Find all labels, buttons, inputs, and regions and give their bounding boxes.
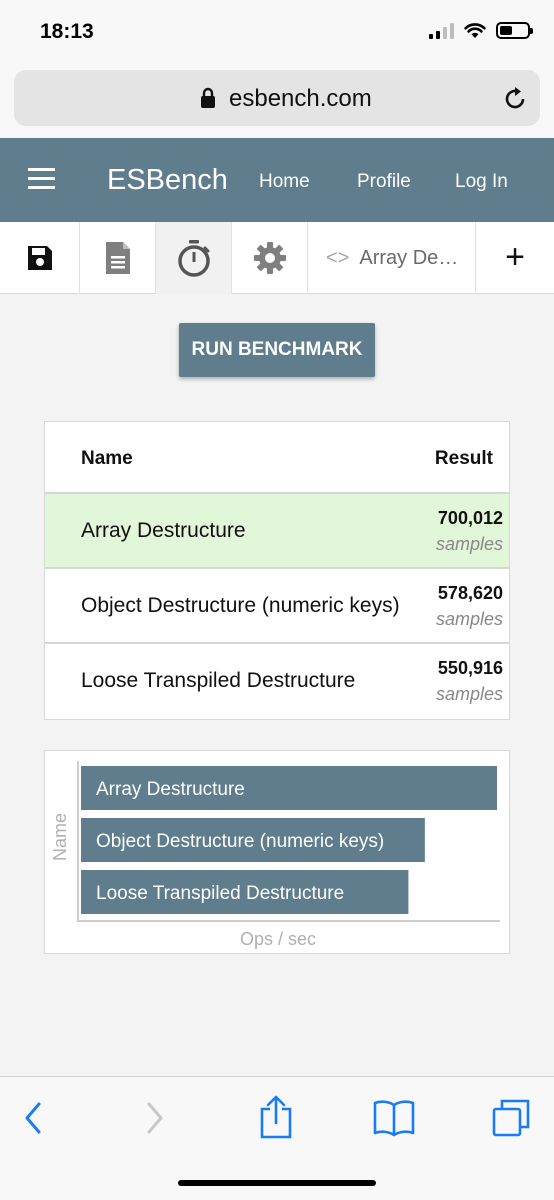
table-row (45, 644, 509, 719)
chart-svg (45, 751, 511, 955)
row-name: Array Destructure (81, 519, 246, 542)
reload-icon[interactable] (502, 84, 528, 112)
chart-bar-label: Array Destructure (96, 779, 245, 800)
document-button[interactable] (80, 222, 156, 294)
chart-bar-label: Object Destructure (numeric keys) (96, 831, 385, 852)
add-tab-button[interactable]: + (505, 238, 525, 276)
home-indicator (178, 1180, 376, 1186)
browser-chrome (0, 66, 554, 138)
lock-icon (200, 87, 216, 109)
table-row (45, 494, 509, 569)
settings-button[interactable] (232, 222, 308, 294)
forward-icon[interactable] (144, 1101, 166, 1135)
table-row (45, 569, 509, 644)
tab-code-label: Array De… (359, 246, 459, 269)
bookmarks-icon[interactable] (372, 1099, 416, 1137)
save-button[interactable] (0, 222, 80, 294)
status-time: 18:13 (40, 20, 94, 43)
row-value: 700,012 (437, 508, 503, 528)
status-bar (0, 0, 554, 66)
share-icon[interactable] (258, 1095, 294, 1139)
row-unit: samples (435, 684, 503, 704)
tab-code[interactable] (308, 222, 476, 294)
nav-link-home[interactable]: Home (259, 171, 310, 192)
signal-icon (429, 23, 454, 39)
code-icon: <> (326, 246, 350, 269)
gear-icon (252, 240, 288, 276)
column-header-result: Result (434, 448, 493, 469)
y-axis-label: Name (50, 812, 70, 861)
run-benchmark-button[interactable]: RUN BENCHMARK (179, 323, 375, 377)
back-icon[interactable] (22, 1101, 44, 1135)
results-chart (44, 750, 510, 954)
nav-link-login[interactable]: Log In (455, 171, 508, 192)
row-unit: samples (435, 609, 503, 629)
app-navbar (0, 138, 554, 222)
results-header (45, 422, 509, 494)
timer-icon (176, 239, 212, 277)
document-icon (104, 240, 132, 276)
chart-bar-label: Loose Transpiled Destructure (96, 883, 345, 904)
row-unit: samples (435, 534, 503, 554)
row-name: Loose Transpiled Destructure (81, 669, 356, 692)
wifi-icon (464, 23, 486, 39)
row-value: 578,620 (437, 583, 503, 603)
results-table (44, 421, 510, 720)
timer-button[interactable] (156, 222, 232, 294)
x-axis-label: Ops / sec (239, 929, 317, 949)
row-value: 550,916 (437, 658, 503, 678)
status-icons (429, 22, 530, 39)
row-name: Object Destructure (numeric keys) (81, 594, 400, 617)
nav-link-profile[interactable]: Profile (357, 171, 411, 192)
battery-icon (496, 22, 530, 39)
tabs-icon[interactable] (490, 1097, 532, 1139)
editor-toolbar (0, 222, 554, 294)
column-header-name: Name (81, 448, 133, 469)
menu-icon[interactable] (28, 168, 55, 195)
brand-logo[interactable]: ESBench (107, 164, 228, 196)
address-bar[interactable] (14, 70, 540, 126)
save-icon (26, 244, 54, 272)
url-domain: esbench.com (229, 85, 372, 112)
